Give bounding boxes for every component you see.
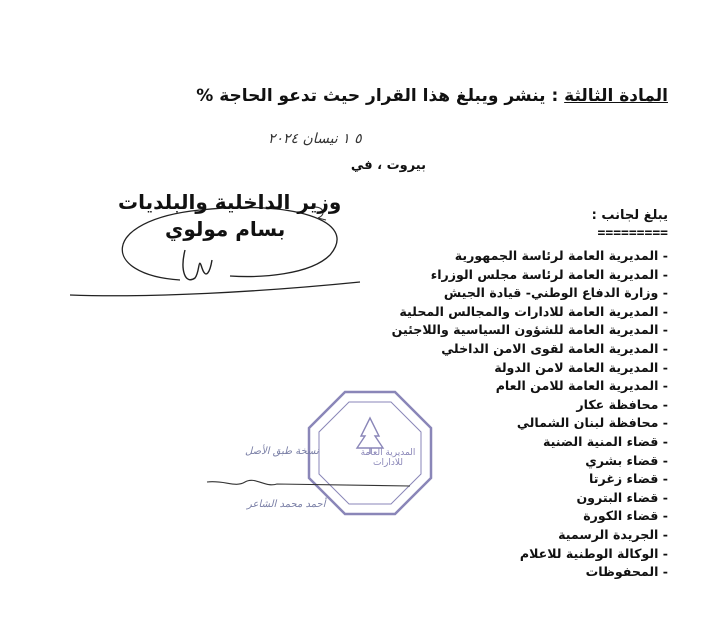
stamp-text: المديرية العامة للادارات (360, 448, 416, 468)
article-line (196, 86, 668, 106)
article-label: المادة الثالثة (564, 86, 668, 106)
list-item: - وزارة الدفاع الوطني- قيادة الجيش (443, 285, 668, 301)
list-item: - قضاء المنية الضنية (543, 433, 668, 449)
list-item: - قضاء البترون (576, 489, 668, 505)
minister-name: بسام مولوي (165, 217, 286, 241)
list-item: - المديرية العامة للادارات والمجالس المحلية (399, 303, 668, 319)
list-item: - قضاء الكورة (583, 508, 668, 524)
list-item: - المديرية العامة لرئاسة مجلس الوزراء (430, 266, 668, 282)
list-item: - المديرية العامة لرئاسة الجمهورية (454, 248, 668, 263)
list-item: - محافظة لبنان الشمالي (516, 415, 668, 431)
list-item: - المديرية العامة لقوى الامن الداخلي (441, 340, 668, 356)
list-item: - الجريدة الرسمية (558, 526, 668, 542)
list-item: - محافظة عكار (576, 396, 668, 412)
certified-copy-note: نسخة طبق الأصل (245, 446, 319, 457)
list-item: - المديرية العامة للامن العام (495, 378, 668, 394)
list-item: - المحفوظات (585, 564, 668, 580)
article-text: : ينشر ويبلغ هذا القرار حيث تدعو الحاجة % (196, 86, 565, 106)
place-date: بيروت ، في (350, 158, 426, 173)
handwritten-date: ٥ ١ نيسان ٢٠٢٤ (268, 131, 362, 147)
list-item: - الوكالة الوطنية للاعلام (519, 545, 668, 561)
certified-copy-signer: أحمد محمد الشاعر (247, 499, 326, 510)
list-item: - قضاء زغرتا (589, 471, 668, 487)
copy-signature-drawing (205, 468, 415, 498)
separator-line: ========= (597, 226, 668, 241)
minister-title: وزير الداخلية والبلديات (118, 190, 342, 214)
notify-heading: يبلغ لجانب : (591, 208, 668, 223)
list-item: - المديرية العامة للشؤون السياسية واللاجئين (391, 322, 668, 338)
list-item: - قضاء بشري (585, 452, 668, 468)
list-item: - المديرية العامة لامن الدولة (494, 359, 668, 375)
